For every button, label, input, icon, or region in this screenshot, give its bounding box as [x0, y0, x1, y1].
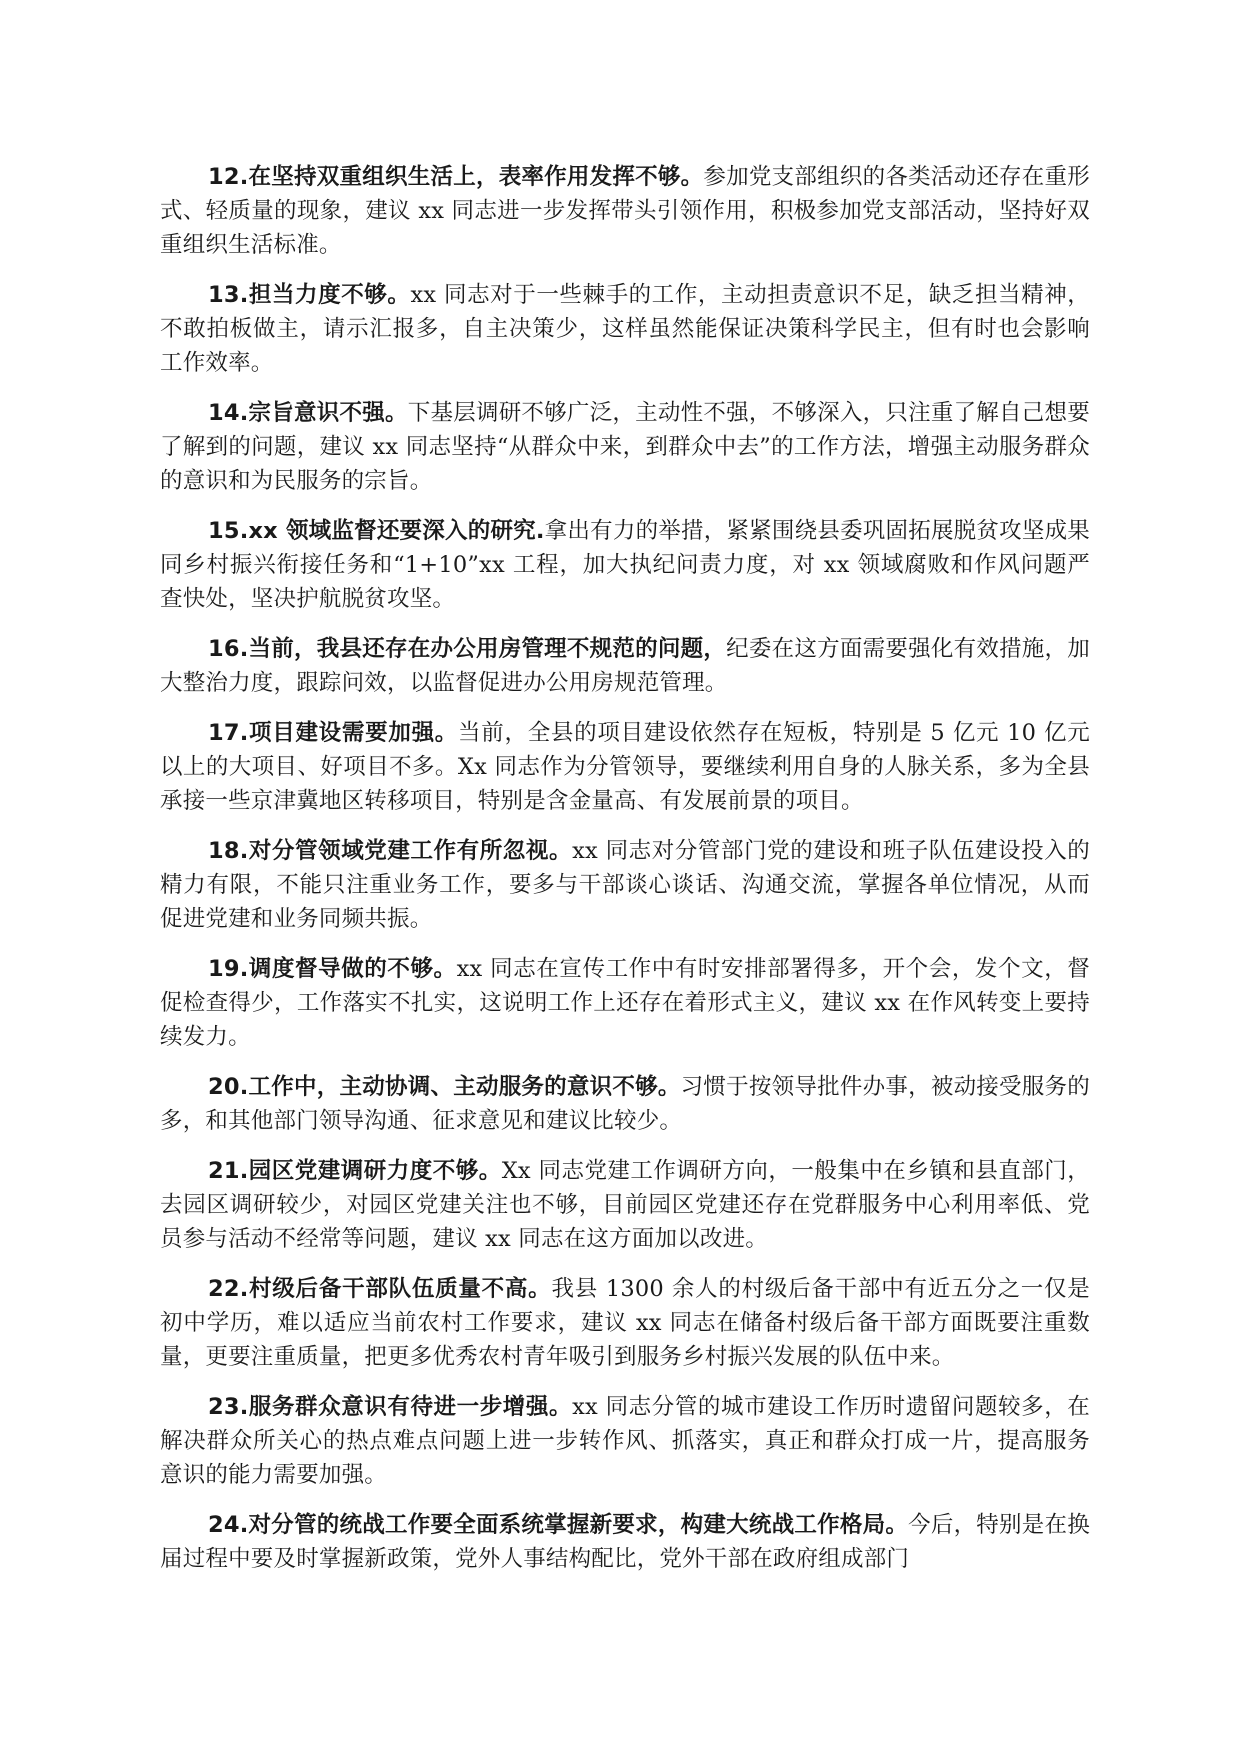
item-heading: 对分管的统战工作要全面系统掌握新要求，构建大统战工作格局。 [248, 1512, 909, 1538]
item-number: 16. [208, 636, 249, 662]
paragraph-17 [160, 716, 1090, 818]
item-body: Xx 同志党建工作调研方向，一般集中在乡镇和县直部门，去园区调研较少，对园区党建关注也不够，目前园区党建还存在党群服务中心利用率低、党员参与活动不经常等问题，建议 xx 同志在这方面加以改进。 [160, 1158, 1091, 1252]
paragraph-24 [160, 1508, 1090, 1576]
item-heading: 服务群众意识有待进一步增强。 [248, 1394, 573, 1420]
item-body: 当前，全县的项目建设依然存在短板，特别是 5 亿元 10 亿元以上的大项目、好项目不多。Xx 同志作为分管领导，要继续利用自身的人脉关系，多为全县承接一些京津冀地区转移项目，特别是含金量高、有发展前景的项目。 [160, 720, 1090, 814]
item-heading: 村级后备干部队伍质量不高。 [248, 1276, 552, 1302]
paragraph-21 [160, 1154, 1090, 1256]
item-heading: 担当力度不够。 [248, 282, 411, 308]
item-number: 21. [208, 1158, 249, 1184]
item-body: 下基层调研不够广泛，主动性不强，不够深入，只注重了解自己想要了解到的问题，建议 xx 同志坚持“从群众中来，到群众中去”的工作方法，增强主动服务群众的意识和为民服务的宗旨。 [160, 400, 1090, 494]
item-number: 17. [208, 720, 249, 746]
paragraph-12 [160, 160, 1090, 262]
paragraph-15 [160, 514, 1090, 616]
paragraph-19 [160, 952, 1090, 1054]
item-number: 13. [208, 282, 249, 308]
item-number: 18. [208, 838, 249, 864]
item-number: 19. [208, 956, 249, 982]
paragraph-20 [160, 1070, 1090, 1138]
item-body: 今后，特别是在换届过程中要及时掌握新政策，党外人事结构配比，党外干部在政府组成部门 [160, 1512, 1090, 1572]
item-body: xx 同志分管的城市建设工作历时遗留问题较多，在解决群众所关心的热点难点问题上进一步转作风、抓落实，真正和群众打成一片，提高服务意识的能力需要加强。 [160, 1394, 1090, 1488]
item-body: 习惯于按领导批件办事，被动接受服务的多，和其他部门领导沟通、征求意见和建议比较少。 [160, 1074, 1090, 1134]
item-heading: 园区党建调研力度不够。 [248, 1158, 502, 1184]
item-heading: 对分管领域党建工作有所忽视。 [248, 838, 573, 864]
paragraph-22 [160, 1272, 1090, 1374]
paragraph-14 [160, 396, 1090, 498]
item-body: 参加党支部组织的各类活动还存在重形式、轻质量的现象，建议 xx 同志进一步发挥带头引领作用，积极参加党支部活动，坚持好双重组织生活标准。 [160, 164, 1090, 258]
paragraph-13 [160, 278, 1090, 380]
paragraph-18 [160, 834, 1090, 936]
item-number: 12. [208, 164, 249, 190]
paragraph-16 [160, 632, 1090, 700]
item-heading: 调度督导做的不够。 [248, 956, 457, 982]
item-number: 23. [208, 1394, 249, 1420]
document-page [160, 160, 1090, 1592]
item-body: xx 同志对于一些棘手的工作，主动担责意识不足，缺乏担当精神，不敢拍板做主，请示汇报多，自主决策少，这样虽然能保证决策科学民主，但有时也会影响工作效率。 [160, 282, 1091, 376]
item-number: 15. [208, 518, 249, 544]
item-body: 我县 1300 余人的村级后备干部中有近五分之一仅是初中学历，难以适应当前农村工作要求，建议 xx 同志在储备村级后备干部方面既要注重数量，更要注重质量，把更多优秀农村青年吸引到服务乡村振兴发展的队伍中来。 [160, 1276, 1090, 1370]
item-heading: 当前，我县还存在办公用房管理不规范的问题， [248, 636, 727, 662]
paragraph-23 [160, 1390, 1090, 1492]
item-body: xx 同志在宣传工作中有时安排部署得多，开个会，发个文，督促检查得少，工作落实不扎实，这说明工作上还存在着形式主义，建议 xx 在作风转变上要持续发力。 [160, 956, 1090, 1050]
item-number: 24. [208, 1512, 249, 1538]
item-heading: 在坚持双重组织生活上，表率作用发挥不够。 [248, 164, 704, 190]
item-heading: 项目建设需要加强。 [248, 720, 459, 746]
item-body: 纪委在这方面需要强化有效措施，加大整治力度，跟踪问效，以监督促进办公用房规范管理。 [160, 636, 1091, 696]
item-heading: xx 领域监督还要深入的研究. [248, 518, 545, 544]
item-number: 14. [208, 400, 249, 426]
item-body: 拿出有力的举措，紧紧围绕县委巩固拓展脱贫攻坚成果同乡村振兴衔接任务和“1+10”xx 工程，加大执纪问责力度，对 xx 领域腐败和作风问题严查快处，坚决护航脱贫攻坚。 [160, 518, 1090, 612]
item-heading: 宗旨意识不强。 [248, 400, 408, 426]
item-heading: 工作中，主动协调、主动服务的意识不够。 [248, 1074, 681, 1100]
item-body: xx 同志对分管部门党的建设和班子队伍建设投入的精力有限，不能只注重业务工作，要多与干部谈心谈话、沟通交流，掌握各单位情况，从而促进党建和业务同频共振。 [160, 838, 1090, 932]
item-number: 20. [208, 1074, 249, 1100]
item-number: 22. [208, 1276, 249, 1302]
